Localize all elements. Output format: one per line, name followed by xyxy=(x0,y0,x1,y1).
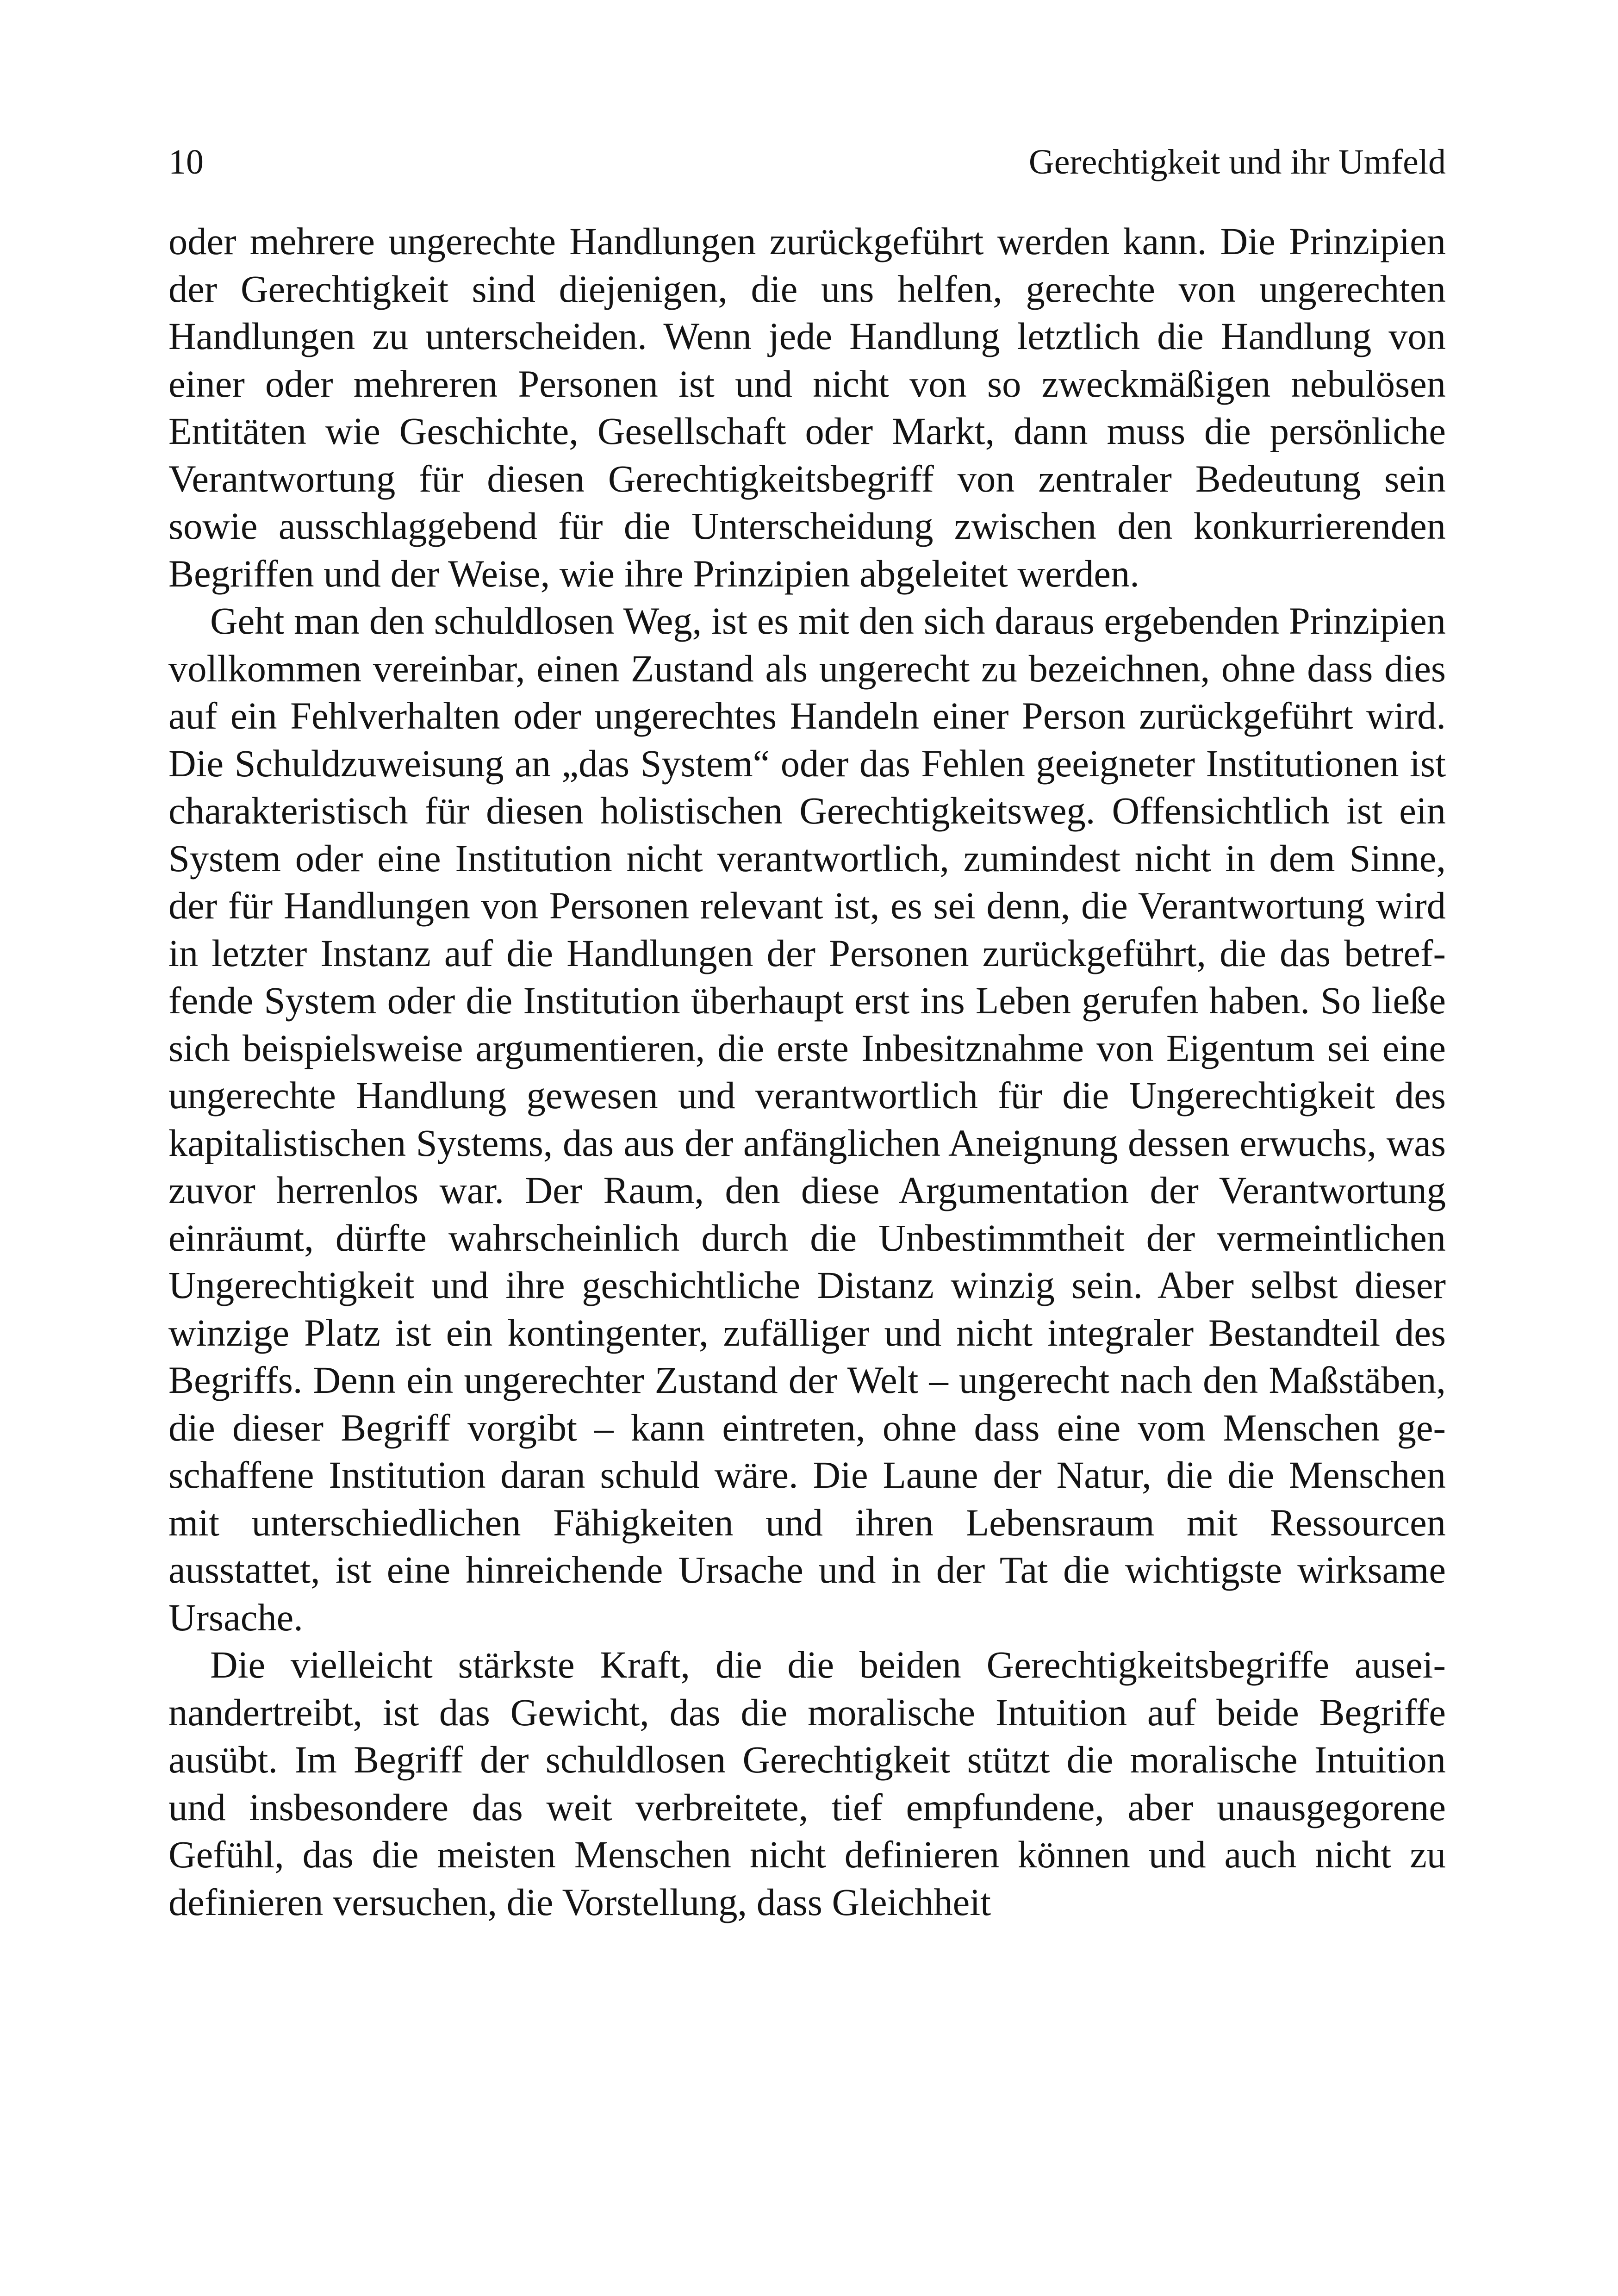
paragraph-continued: oder mehrere ungerechte Handlungen zurückgeführt werden kann. Die Prinzipien der Gerechtigkeit sind diejenigen, die uns helfen, gerechte von ungerechten Handlungen zu unterscheiden. Wenn jede Handlung letztlich die Handlung von einer oder mehreren Personen ist und nicht von so zweckmäßigen nebulösen Entitäten wie Geschichte, Gesellschaft oder Markt, dann muss die persönliche Verantwortung für diesen Gerechtigkeitsbegriff von zentraler Bedeutung sein sowie ausschlaggebend für die Unterscheidung zwischen den konkurrierenden Begriffen und der Weise, wie ihre Prinzipien abgeleitet werden. xyxy=(168,220,1446,595)
paragraph: Die vielleicht stärkste Kraft, die die beiden Gerechtigkeitsbegriffe auseinandertreibt, ist das Gewicht, das die moralische Intuition auf beide Begriffe ausübt. Im Begriff der schuldlosen Gerechtigkeit stützt die moralische Intuition und insbesondere das weit verbreitete, tief empfundene, aber unausgegorene Gefühl, das die meisten Menschen nicht definieren können und auch nicht zu definieren versuchen, die Vorstellung, dass Gleichheit xyxy=(168,1643,1446,1923)
page-number: 10 xyxy=(168,143,204,181)
paragraph: Geht man den schuldlosen Weg, ist es mit den sich daraus ergebenden Prinzipien vollkommen vereinbar, einen Zustand als ungerecht zu bezeichnen, ohne dass dies auf ein Fehlverhalten oder ungerechtes Handeln einer Person zurückgeführt wird. Die Schuldzuweisung an „das System“ oder das Fehlen geeigneter Institutionen ist charakteristisch für diesen holistischen Gerechtigkeitsweg. Offensichtlich ist ein System oder eine Institution nicht verantwortlich, zumindest nicht in dem Sinne, der für Handlungen von Personen relevant ist, es sei denn, die Verantwortung wird in letzter Instanz auf die Handlungen der Personen zurückgeführt, die das betreffende System oder die Institution überhaupt erst ins Leben gerufen haben. So ließe sich beispielsweise argumentieren, die erste Inbesitznahme von Eigentum sei eine ungerechte Handlung gewesen und verantwortlich für die Ungerechtigkeit des kapitalistischen Systems, das aus der anfänglichen Aneignung dessen erwuchs, was zuvor herrenlos war. Der Raum, den diese Argumentation der Verantwortung einräumt, dürfte wahrscheinlich durch die Unbestimmtheit der vermeintlichen Ungerechtigkeit und ihre geschichtliche Distanz winzig sein. Aber selbst dieser winzige Platz ist ein kontingenter, zufälliger und nicht integraler Bestandteil des Begriffs. Denn ein ungerechter Zustand der Welt – ungerecht nach den Maßstäben, die dieser Begriff vorgibt – kann eintreten, ohne dass eine vom Menschen geschaffene Institution daran schuld wäre. Die Laune der Natur, die die Menschen mit unterschiedlichen Fähigkeiten und ihren Lebensraum mit Ressourcen ausstattet, ist eine hinreichende Ursache und in der Tat die wichtigste wirksame Ursache. xyxy=(168,599,1446,1639)
body-text xyxy=(168,218,1446,1926)
running-head xyxy=(168,134,1446,190)
chapter-title: Gerechtigkeit und ihr Umfeld xyxy=(1028,143,1446,181)
